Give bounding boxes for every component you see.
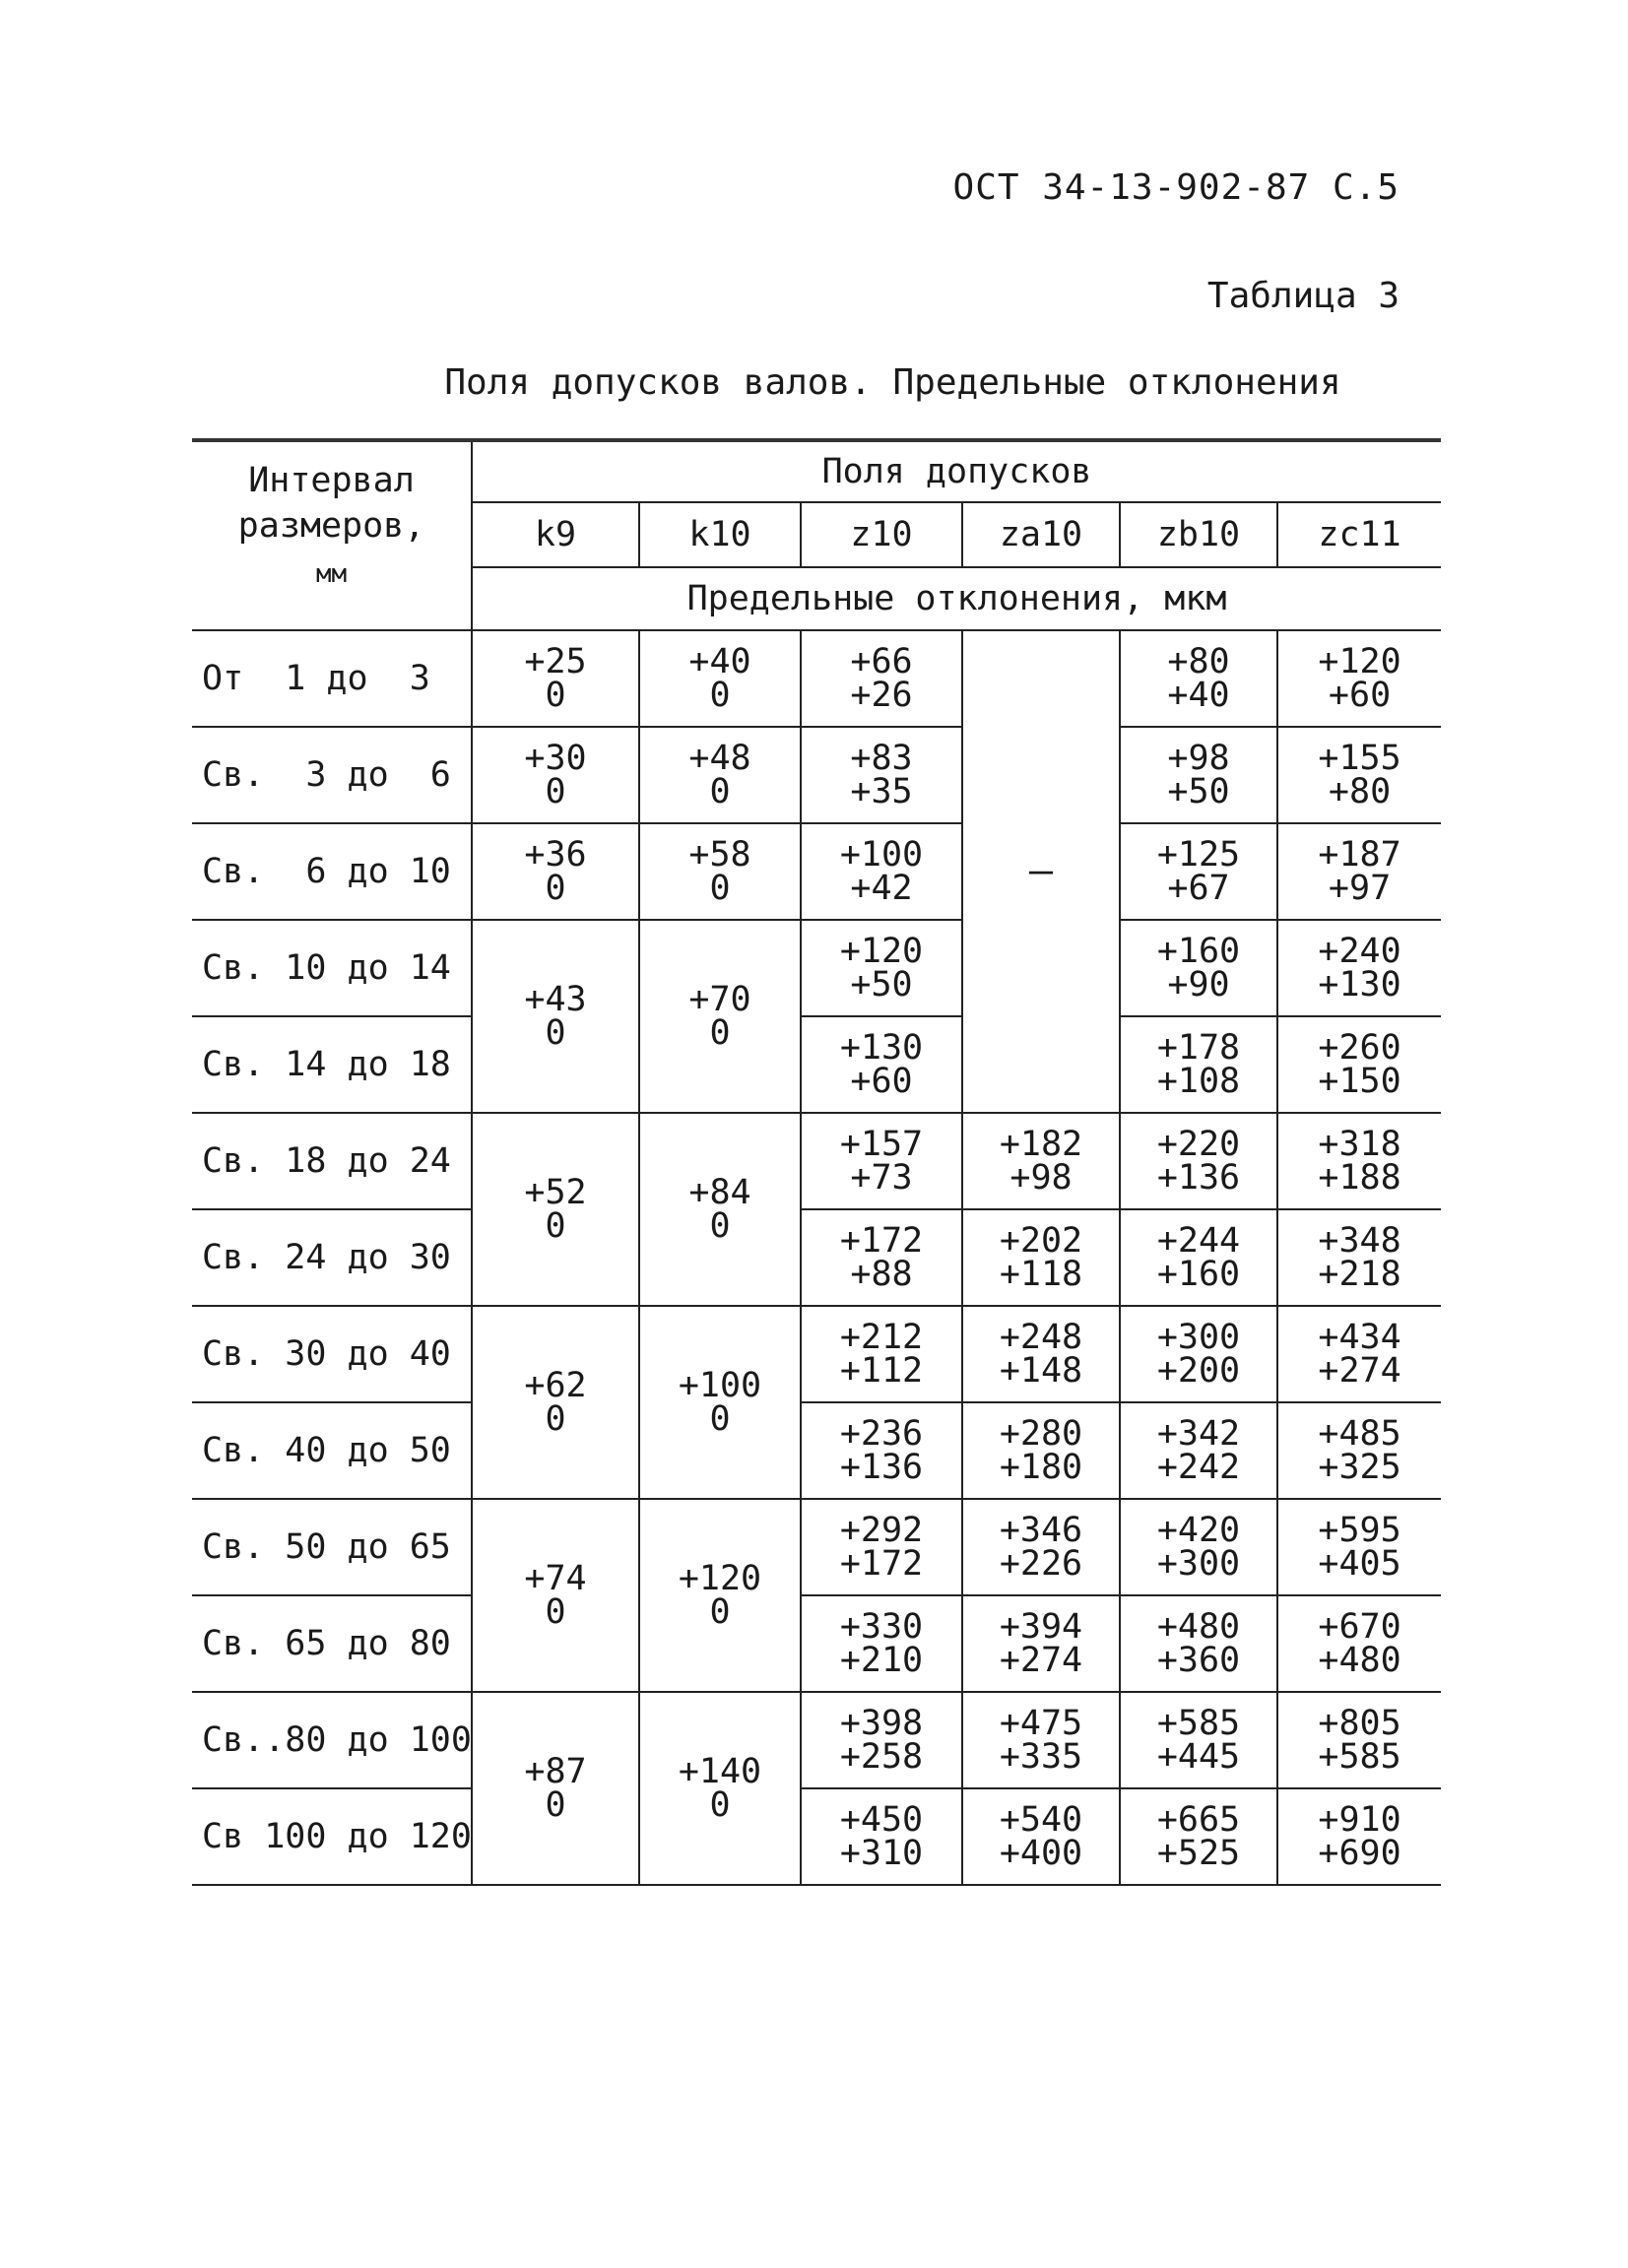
document-code: ОСТ 34-13-902-87 С.5 (952, 167, 1400, 208)
cell-k10 (639, 1692, 801, 1885)
lower-deviation: +360 (1156, 1641, 1241, 1680)
upper-deviation: +540 (999, 1800, 1083, 1840)
cell-z10 (801, 727, 962, 823)
table-row (192, 1209, 1441, 1306)
upper-deviation: +84 (688, 1173, 751, 1212)
lower-deviation: 0 (709, 1785, 731, 1825)
upper-deviation: +805 (1318, 1704, 1401, 1743)
lower-deviation: +112 (839, 1351, 924, 1391)
upper-deviation: +100 (678, 1366, 762, 1405)
upper-deviation: +187 (1318, 835, 1401, 875)
lower-deviation: +274 (999, 1641, 1083, 1680)
lower-deviation: +335 (999, 1737, 1083, 1777)
upper-deviation: +83 (850, 739, 913, 778)
cell-k9 (472, 1306, 639, 1499)
lower-deviation: +405 (1318, 1544, 1401, 1584)
upper-deviation: +212 (839, 1318, 924, 1357)
lower-deviation: +67 (1167, 869, 1230, 908)
size-interval: Св. 3 до 6 (192, 727, 472, 823)
upper-deviation: +66 (850, 642, 913, 681)
cell-k10 (639, 1499, 801, 1692)
upper-deviation: +36 (524, 835, 587, 875)
upper-deviation: +236 (839, 1414, 924, 1454)
upper-deviation: +30 (524, 739, 587, 778)
cell-k9 (472, 727, 639, 823)
cell-k10 (639, 1306, 801, 1499)
lower-deviation: +26 (850, 676, 913, 715)
cell-za10 (962, 1209, 1120, 1306)
lower-deviation: +50 (850, 965, 913, 1004)
cell-zc11 (1277, 1016, 1441, 1113)
upper-deviation: +182 (999, 1125, 1083, 1164)
lower-deviation: +60 (850, 1062, 913, 1101)
cell-zb10 (1120, 1016, 1277, 1113)
upper-deviation: +58 (688, 835, 751, 875)
cell-k9 (472, 1499, 639, 1692)
upper-deviation: +300 (1156, 1318, 1241, 1357)
lower-deviation: +150 (1318, 1062, 1401, 1101)
upper-deviation: +346 (999, 1511, 1083, 1550)
cell-za10 (962, 630, 1120, 1113)
upper-deviation: +480 (1156, 1607, 1241, 1647)
upper-deviation: +98 (1167, 739, 1230, 778)
column-header-zb10: zb10 (1120, 502, 1277, 567)
lower-deviation: 0 (709, 1592, 731, 1632)
upper-deviation: +125 (1156, 835, 1241, 875)
lower-deviation: +130 (1318, 965, 1401, 1004)
interval-header (192, 440, 472, 630)
cell-z10 (801, 1016, 962, 1113)
upper-deviation: +74 (524, 1559, 587, 1598)
lower-deviation: 0 (545, 772, 566, 811)
lower-deviation: +98 (1009, 1158, 1073, 1198)
fields-header: Поля допусков (472, 440, 1441, 502)
table-row (192, 1788, 1441, 1885)
lower-deviation: +118 (999, 1255, 1083, 1294)
interval-header-label: Интервал размеров, (237, 461, 425, 546)
cell-zc11 (1277, 823, 1441, 920)
lower-deviation: +258 (839, 1737, 924, 1777)
upper-deviation: +178 (1156, 1028, 1241, 1068)
lower-deviation: 0 (709, 1206, 731, 1246)
cell-k9 (472, 630, 639, 727)
upper-deviation: +260 (1318, 1028, 1401, 1068)
upper-deviation: +40 (688, 642, 751, 681)
cell-k10 (639, 823, 801, 920)
lower-deviation: +97 (1328, 869, 1392, 908)
table-label: Таблица 3 (1206, 276, 1400, 316)
lower-deviation: +108 (1156, 1062, 1241, 1101)
cell-zb10 (1120, 1306, 1277, 1402)
table-row (192, 823, 1441, 920)
upper-deviation: +120 (1318, 642, 1401, 681)
cell-k10 (639, 630, 801, 727)
upper-deviation: +202 (999, 1221, 1083, 1261)
lower-deviation: +40 (1167, 676, 1230, 715)
lower-deviation: 0 (709, 869, 731, 908)
cell-za10 (962, 1113, 1120, 1209)
lower-deviation: +226 (999, 1544, 1083, 1584)
lower-deviation: +525 (1156, 1834, 1241, 1873)
lower-deviation: +200 (1156, 1351, 1241, 1391)
table-row (192, 1499, 1441, 1595)
size-interval: Св. 50 до 65 (192, 1499, 472, 1595)
upper-deviation: +62 (524, 1366, 587, 1405)
lower-deviation: 0 (709, 772, 731, 811)
column-header-zc11: zc11 (1277, 502, 1441, 567)
size-interval: Св 100 до 120 (192, 1788, 472, 1885)
lower-deviation: +88 (850, 1255, 913, 1294)
table-row (192, 1113, 1441, 1209)
column-header-za10: za10 (962, 502, 1120, 567)
cell-zb10 (1120, 1209, 1277, 1306)
cell-z10 (801, 630, 962, 727)
deviation-header: Предельные отклонения, мкм (472, 567, 1441, 630)
table-row (192, 1692, 1441, 1788)
upper-deviation: +485 (1318, 1414, 1401, 1454)
lower-deviation: 0 (545, 676, 566, 715)
size-interval: Св. 18 до 24 (192, 1113, 472, 1209)
lower-deviation: +148 (999, 1351, 1083, 1391)
upper-deviation: +330 (839, 1607, 924, 1647)
upper-deviation: +25 (524, 642, 587, 681)
table-row (192, 727, 1441, 823)
lower-deviation: 0 (545, 1785, 566, 1825)
cell-zc11 (1277, 920, 1441, 1016)
cell-z10 (801, 1306, 962, 1402)
table-row (192, 630, 1441, 727)
cell-zc11 (1277, 1595, 1441, 1692)
cell-za10 (962, 1499, 1120, 1595)
upper-deviation: +342 (1156, 1414, 1241, 1454)
size-interval: Св..80 до 100 (192, 1692, 472, 1788)
cell-za10 (962, 1788, 1120, 1885)
cell-z10 (801, 1499, 962, 1595)
cell-z10 (801, 1113, 962, 1209)
upper-deviation: +280 (999, 1414, 1083, 1454)
cell-za10 (962, 1402, 1120, 1499)
upper-deviation: +43 (524, 980, 587, 1019)
upper-deviation: +220 (1156, 1125, 1241, 1164)
cell-zc11 (1277, 1209, 1441, 1306)
size-interval: Св. 14 до 18 (192, 1016, 472, 1113)
upper-deviation: +398 (839, 1704, 924, 1743)
upper-deviation: +434 (1318, 1318, 1401, 1357)
lower-deviation: 0 (545, 1206, 566, 1246)
table-row (192, 1306, 1441, 1402)
cell-z10 (801, 920, 962, 1016)
lower-deviation: +188 (1318, 1158, 1401, 1198)
upper-deviation: +157 (839, 1125, 924, 1164)
cell-k9 (472, 1692, 639, 1885)
upper-deviation: +130 (839, 1028, 924, 1068)
upper-deviation: +420 (1156, 1511, 1241, 1550)
cell-zc11 (1277, 630, 1441, 727)
lower-deviation: +90 (1167, 965, 1230, 1004)
upper-deviation: +348 (1318, 1221, 1401, 1261)
lower-deviation: +136 (1156, 1158, 1241, 1198)
lower-deviation: 0 (709, 676, 731, 715)
cell-zb10 (1120, 1595, 1277, 1692)
lower-deviation: 0 (545, 1592, 566, 1632)
table-row (192, 1595, 1441, 1692)
lower-deviation: +445 (1156, 1737, 1241, 1777)
lower-deviation: +210 (839, 1641, 924, 1680)
cell-z10 (801, 823, 962, 920)
upper-deviation: +160 (1156, 932, 1241, 971)
lower-deviation: +42 (850, 869, 913, 908)
cell-zb10 (1120, 1402, 1277, 1499)
size-interval: Св. 40 до 50 (192, 1402, 472, 1499)
cell-za10 (962, 1306, 1120, 1402)
upper-deviation: +665 (1156, 1800, 1241, 1840)
cell-zb10 (1120, 630, 1277, 727)
lower-deviation: +218 (1318, 1255, 1401, 1294)
lower-deviation: +136 (839, 1448, 924, 1487)
upper-deviation: +172 (839, 1221, 924, 1261)
size-interval: Св. 24 до 30 (192, 1209, 472, 1306)
upper-deviation: +70 (688, 980, 751, 1019)
table-title: Поля допусков валов. Предельные отклонения (444, 362, 1341, 403)
cell-zb10 (1120, 727, 1277, 823)
cell-zc11 (1277, 727, 1441, 823)
upper-deviation: +394 (999, 1607, 1083, 1647)
upper-deviation: +52 (524, 1173, 587, 1212)
lower-deviation: +690 (1318, 1834, 1401, 1873)
table-row (192, 1402, 1441, 1499)
size-interval: От 1 до 3 (192, 630, 472, 727)
lower-deviation: +310 (839, 1834, 924, 1873)
upper-deviation: +318 (1318, 1125, 1401, 1164)
cell-k9 (472, 823, 639, 920)
cell-zc11 (1277, 1692, 1441, 1788)
lower-deviation: 0 (545, 1399, 566, 1439)
lower-deviation: +400 (999, 1834, 1083, 1873)
interval-unit: мм (315, 559, 348, 589)
cell-z10 (801, 1692, 962, 1788)
upper-deviation: +120 (839, 932, 924, 971)
upper-deviation: +80 (1167, 642, 1230, 681)
cell-k9 (472, 920, 639, 1113)
column-header-k9: k9 (472, 502, 639, 567)
cell-za10 (962, 1692, 1120, 1788)
cell-zb10 (1120, 1499, 1277, 1595)
upper-deviation: +120 (678, 1559, 762, 1598)
upper-deviation: +87 (524, 1752, 587, 1791)
upper-deviation: +670 (1318, 1607, 1401, 1647)
upper-deviation: +595 (1318, 1511, 1401, 1550)
upper-deviation: +48 (688, 739, 751, 778)
lower-deviation: +325 (1318, 1448, 1401, 1487)
tolerance-table (192, 438, 1441, 1886)
table-row (192, 920, 1441, 1016)
lower-deviation: 0 (545, 1013, 566, 1053)
lower-deviation: +585 (1318, 1737, 1401, 1777)
upper-deviation: +450 (839, 1800, 924, 1840)
empty-dash: – (1028, 848, 1054, 893)
cell-zb10 (1120, 1113, 1277, 1209)
lower-deviation: +50 (1167, 772, 1230, 811)
lower-deviation: 0 (545, 869, 566, 908)
column-header-k10: k10 (639, 502, 801, 567)
lower-deviation: +172 (839, 1544, 924, 1584)
cell-zc11 (1277, 1402, 1441, 1499)
lower-deviation: +73 (850, 1158, 913, 1198)
lower-deviation: +180 (999, 1448, 1083, 1487)
cell-z10 (801, 1788, 962, 1885)
lower-deviation: +80 (1328, 772, 1392, 811)
upper-deviation: +100 (839, 835, 924, 875)
cell-zb10 (1120, 823, 1277, 920)
size-interval: Св. 6 до 10 (192, 823, 472, 920)
upper-deviation: +140 (678, 1752, 762, 1791)
cell-z10 (801, 1209, 962, 1306)
cell-zc11 (1277, 1499, 1441, 1595)
cell-za10 (962, 1595, 1120, 1692)
upper-deviation: +155 (1318, 739, 1401, 778)
upper-deviation: +240 (1318, 932, 1401, 971)
upper-deviation: +248 (999, 1318, 1083, 1357)
lower-deviation: +274 (1318, 1351, 1401, 1391)
upper-deviation: +585 (1156, 1704, 1241, 1743)
cell-z10 (801, 1402, 962, 1499)
lower-deviation: +480 (1318, 1641, 1401, 1680)
upper-deviation: +292 (839, 1511, 924, 1550)
cell-k10 (639, 1113, 801, 1306)
upper-deviation: +910 (1318, 1800, 1401, 1840)
table-row (192, 1016, 1441, 1113)
cell-zb10 (1120, 1788, 1277, 1885)
lower-deviation: +300 (1156, 1544, 1241, 1584)
cell-zc11 (1277, 1113, 1441, 1209)
size-interval: Св. 30 до 40 (192, 1306, 472, 1402)
lower-deviation: +35 (850, 772, 913, 811)
lower-deviation: +160 (1156, 1255, 1241, 1294)
lower-deviation: 0 (709, 1013, 731, 1053)
upper-deviation: +244 (1156, 1221, 1241, 1261)
column-header-z10: z10 (801, 502, 962, 567)
lower-deviation: +60 (1328, 676, 1392, 715)
cell-zb10 (1120, 920, 1277, 1016)
cell-zc11 (1277, 1788, 1441, 1885)
lower-deviation: 0 (709, 1399, 731, 1439)
cell-zb10 (1120, 1692, 1277, 1788)
cell-k10 (639, 727, 801, 823)
cell-z10 (801, 1595, 962, 1692)
cell-k10 (639, 920, 801, 1113)
size-interval: Св. 65 до 80 (192, 1595, 472, 1692)
cell-k9 (472, 1113, 639, 1306)
cell-zc11 (1277, 1306, 1441, 1402)
size-interval: Св. 10 до 14 (192, 920, 472, 1016)
upper-deviation: +475 (999, 1704, 1083, 1743)
lower-deviation: +242 (1156, 1448, 1241, 1487)
